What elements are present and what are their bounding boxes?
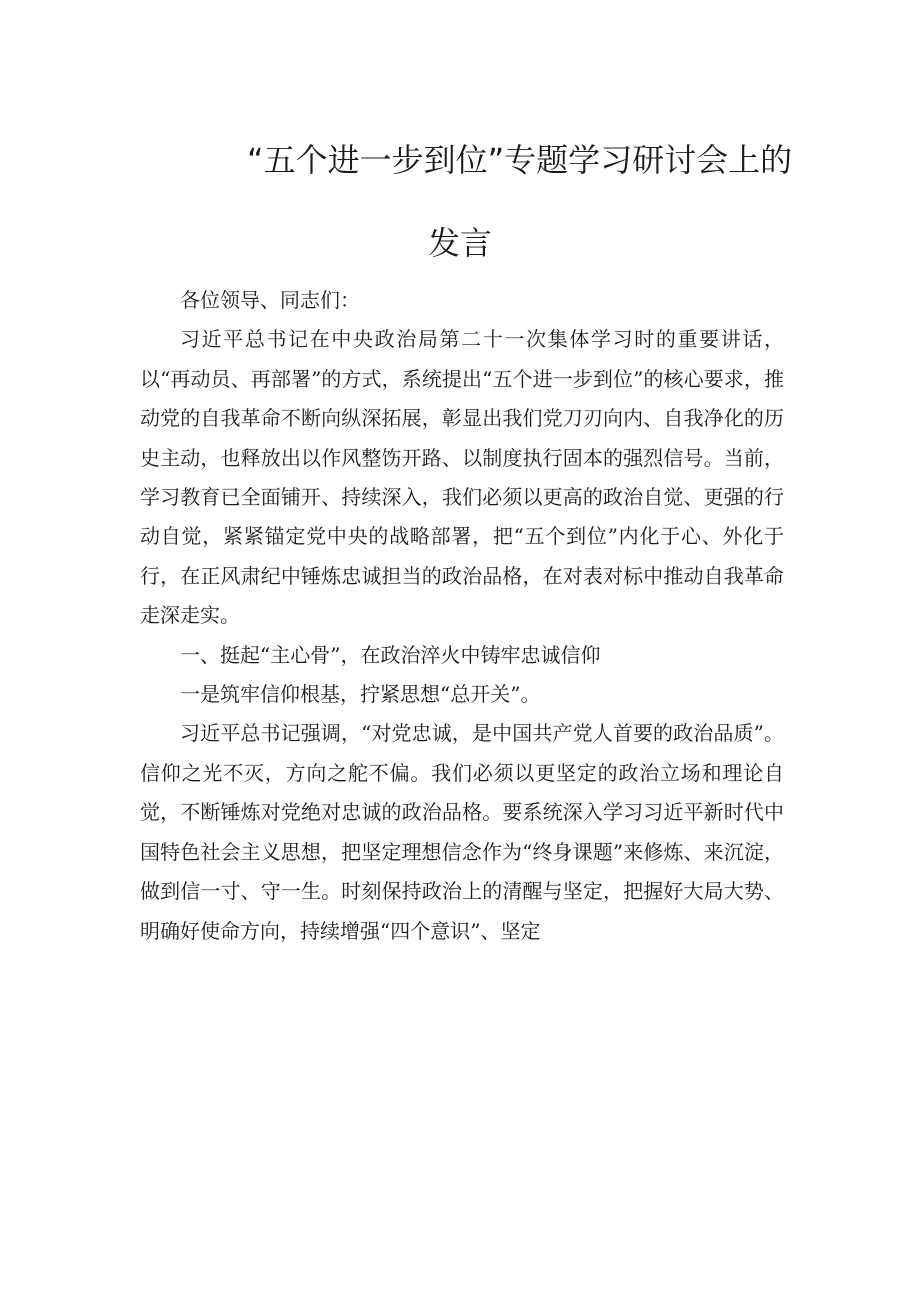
- document-title-line-1: “五个进一步到位”专题学习研讨会上的: [247, 141, 793, 179]
- document-body: [140, 281, 784, 951]
- salutation: 各位领导、同志们：: [180, 288, 360, 312]
- paragraph-body-1: 习近平总书记强调，“对党忠诚，是中国共产党人首要的政治品质”。信仰之光不灭，方向之舵不偏。我们必须以更坚定的政治立场和理论自觉，不断锤炼对党绝对忠诚的政治品格。要系统深入学习习近平新时代中国特色社会主义思想，把坚定理想信念作为“终身课题”来修炼、来沉淀，做到信一寸、守一生。时刻保持政治上的清醒与坚定，把握好大局大势、明确好使命方向，持续增强“四个意识”、坚定: [140, 721, 784, 943]
- document-title-line-2: 发言: [427, 224, 492, 262]
- section-heading-1: 一、挺起“主心骨”，在政治淬火中铸牢忠诚信仰: [180, 642, 601, 667]
- paragraph-intro: 习近平总书记在中央政治局第二十一次集体学习时的重要讲话，以“再动员、再部署”的方式，系统提出“五个进一步到位”的核心要求，推动党的自我革命不断向纵深拓展，彰显出我们党刀刃向内、自我净化的历史主动，也释放出以作风整饬开路、以制度执行固本的强烈信号。当前，学习教育已全面铺开、持续深入，我们必须以更高的政治自觉、更强的行动自觉，紧紧锚定党中央的战略部署，把“五个到位”内化于心、外化于行，在正风肃纪中锤炼忠诚担当的政治品格，在对表对标中推动自我革命走深走实。: [140, 327, 784, 628]
- subsection-heading-1: 一是筑牢信仰根基，拧紧思想“总开关”。: [180, 682, 541, 707]
